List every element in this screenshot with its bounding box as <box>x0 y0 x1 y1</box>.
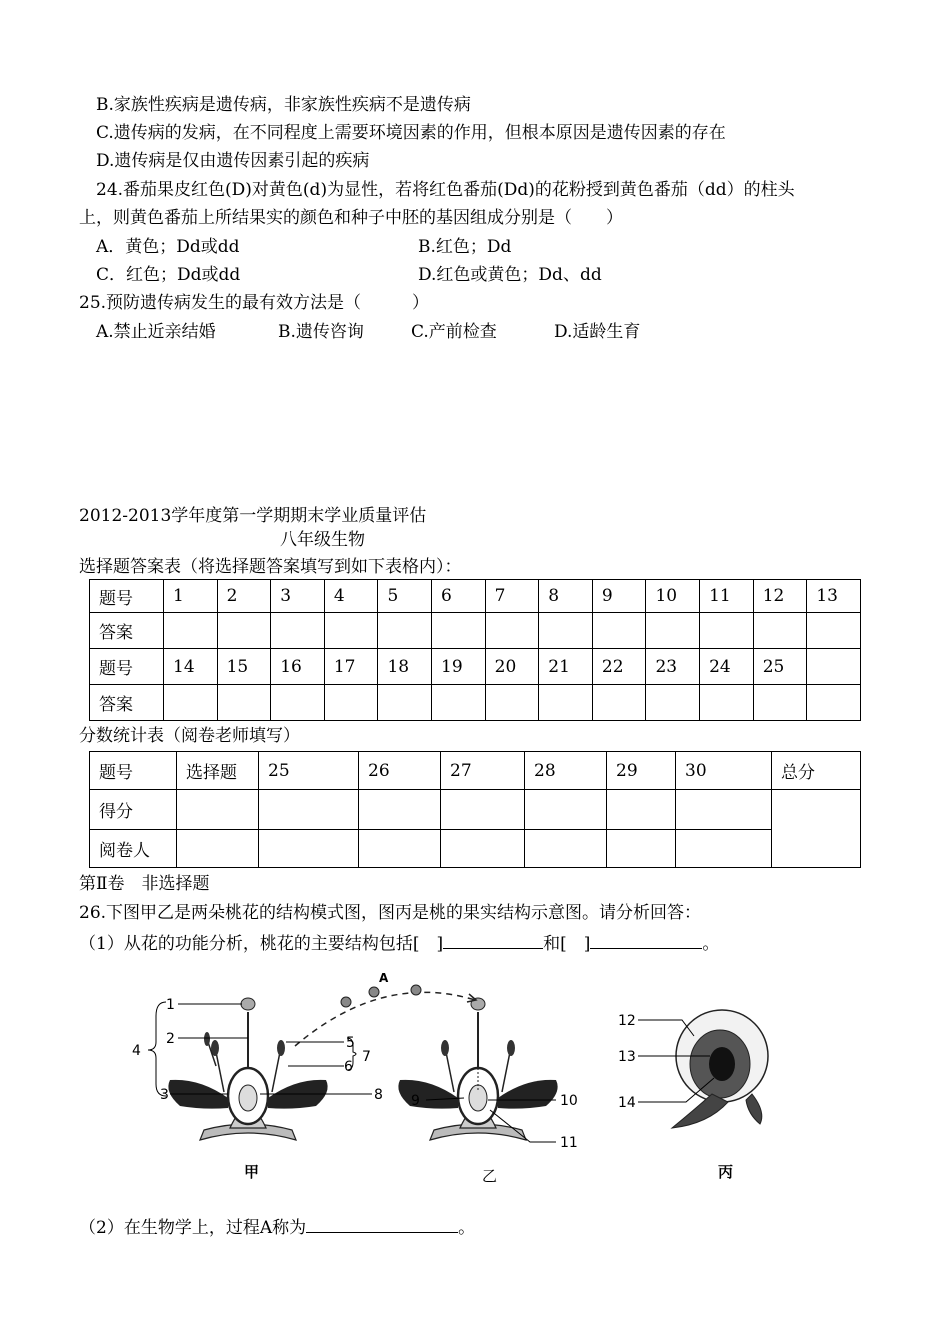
cell-qnum: 18 <box>378 649 432 685</box>
figure-labels <box>132 971 733 1185</box>
option-24prev-c: C.遗传病的发病，在不同程度上需要环境因素的作用，但根本原因是遗传因素的存在 <box>96 123 726 143</box>
score-header: 25 <box>259 752 359 790</box>
cell-qnum: 19 <box>432 649 486 685</box>
cell-qnum: 21 <box>539 649 593 685</box>
answer-cell[interactable] <box>271 613 325 649</box>
option-24prev-b: B.家族性疾病是遗传病，非家族性疾病不是遗传病 <box>96 95 471 115</box>
caption-yi: 乙 <box>482 1167 498 1185</box>
score-header: 28 <box>525 752 607 790</box>
q26-sub2-text-a: （2）在生物学上，过程A称为 <box>79 1218 307 1238</box>
answer-cell[interactable] <box>378 613 432 649</box>
total-score-cell[interactable] <box>772 790 861 868</box>
score-header: 27 <box>441 752 525 790</box>
cell-label-q: 题号 <box>90 649 164 685</box>
flower-jia <box>168 998 327 1140</box>
cell-qnum: 12 <box>753 580 807 613</box>
answer-cell[interactable] <box>164 613 218 649</box>
answer-cell[interactable] <box>485 613 539 649</box>
grader-cell[interactable] <box>359 830 441 868</box>
score-cell[interactable] <box>676 790 772 830</box>
grader-cell[interactable] <box>259 830 359 868</box>
grader-cell[interactable] <box>525 830 607 868</box>
cell-qnum: 3 <box>271 580 325 613</box>
q24-option-a: A．黄色；Dd或dd <box>96 237 240 257</box>
caption-jia: 甲 <box>244 1163 260 1181</box>
score-row-label: 得分 <box>90 790 177 830</box>
grader-cell[interactable] <box>676 830 772 868</box>
cell-qnum: 23 <box>646 649 700 685</box>
figure-label: 4 <box>132 1043 141 1059</box>
part2-title: 第Ⅱ卷 非选择题 <box>79 874 210 894</box>
figure-label: 5 <box>346 1035 355 1051</box>
answer-blank[interactable] <box>306 1216 458 1233</box>
score-cell[interactable] <box>259 790 359 830</box>
cell-qnum: 16 <box>271 649 325 685</box>
q24-stem-line2: 上，则黄色番茄上所结果实的颜色和种子中胚的基因组成分别是（ ） <box>79 208 623 228</box>
score-header: 30 <box>676 752 772 790</box>
answer-cell[interactable] <box>271 685 325 721</box>
peach-fruit <box>672 1010 768 1128</box>
answer-cell[interactable] <box>753 613 807 649</box>
score-header: 29 <box>607 752 676 790</box>
q26-sub1-text-b: 和[ ] <box>543 934 591 954</box>
answer-cell[interactable] <box>217 685 271 721</box>
score-header: 选择题 <box>177 752 259 790</box>
answer-cell[interactable] <box>700 613 754 649</box>
answer-cell[interactable] <box>807 685 861 721</box>
cell-qnum: 10 <box>646 580 700 613</box>
score-row-label: 阅卷人 <box>90 830 177 868</box>
cell-qnum: 17 <box>324 649 378 685</box>
q24-option-d: D.红色或黄色；Dd、dd <box>418 265 602 285</box>
pollination-path <box>295 985 476 1046</box>
option-24prev-d: D.遗传病是仅由遗传因素引起的疾病 <box>96 151 370 171</box>
answer-cell[interactable] <box>646 685 700 721</box>
cell-qnum <box>807 649 861 685</box>
q25-option-b: B.遗传咨询 <box>278 322 364 342</box>
score-header: 26 <box>359 752 441 790</box>
score-table-row <box>90 790 861 830</box>
cell-qnum: 14 <box>164 649 218 685</box>
q26-sub1-text-a: （1）从花的功能分析，桃花的主要结构包括[ ] <box>79 934 444 954</box>
answer-table-caption: 选择题答案表（将选择题答案填写到如下表格内）： <box>79 557 462 577</box>
answer-cell[interactable] <box>592 685 646 721</box>
answer-blank[interactable] <box>590 932 702 949</box>
cell-qnum: 5 <box>378 580 432 613</box>
answer-cell[interactable] <box>324 685 378 721</box>
flower-yi <box>398 998 557 1140</box>
q24-option-c: C．红色；Dd或dd <box>96 265 241 285</box>
figure-label: 8 <box>374 1087 383 1103</box>
score-header: 总分 <box>772 752 861 790</box>
cell-qnum: 13 <box>807 580 861 613</box>
cell-qnum: 2 <box>217 580 271 613</box>
figure-label: 13 <box>618 1049 636 1065</box>
answer-cell[interactable] <box>753 685 807 721</box>
score-cell[interactable] <box>359 790 441 830</box>
score-table-header-row <box>90 752 861 790</box>
cell-qnum: 15 <box>217 649 271 685</box>
cell-qnum: 9 <box>592 580 646 613</box>
cell-label-a: 答案 <box>90 685 164 721</box>
exam-title: 2012-2013学年度第一学期期末学业质量评估 <box>79 506 427 526</box>
answer-cell[interactable] <box>646 613 700 649</box>
cell-qnum: 1 <box>164 580 218 613</box>
answer-cell[interactable] <box>807 613 861 649</box>
answer-table-row <box>90 685 861 721</box>
figure-label: 10 <box>560 1093 578 1109</box>
grader-cell[interactable] <box>441 830 525 868</box>
score-cell[interactable] <box>441 790 525 830</box>
score-table-caption: 分数统计表（阅卷老师填写） <box>79 726 300 746</box>
answer-cell[interactable] <box>432 685 486 721</box>
cell-qnum: 6 <box>432 580 486 613</box>
cell-qnum: 8 <box>539 580 593 613</box>
answer-cell[interactable] <box>592 613 646 649</box>
answer-cell[interactable] <box>217 613 271 649</box>
answer-table-row <box>90 580 861 613</box>
cell-qnum: 20 <box>485 649 539 685</box>
answer-cell[interactable] <box>539 685 593 721</box>
score-table-row <box>90 830 861 868</box>
cell-label-a: 答案 <box>90 613 164 649</box>
q26-sub1-text-c: 。 <box>702 934 720 954</box>
answer-cell[interactable] <box>539 613 593 649</box>
figure-label: 2 <box>166 1031 175 1047</box>
q25-option-d: D.适龄生育 <box>554 322 641 342</box>
answer-cell[interactable] <box>432 613 486 649</box>
figure-label: 12 <box>618 1013 636 1029</box>
answer-table-row <box>90 649 861 685</box>
answer-table-row <box>90 613 861 649</box>
figure-label: 9 <box>411 1093 420 1109</box>
cell-qnum: 11 <box>700 580 754 613</box>
answer-table <box>89 579 861 721</box>
figure-label: 3 <box>160 1087 169 1103</box>
exam-subtitle: 八年级生物 <box>280 530 365 550</box>
answer-cell[interactable] <box>378 685 432 721</box>
peach-flower-figure <box>120 968 800 1198</box>
q24-stem-line1: 24.番茄果皮红色(D)对黄色(d)为显性，若将红色番茄(Dd)的花粉授到黄色番茄（dd）的柱头 <box>96 180 795 200</box>
grader-cell[interactable] <box>607 830 676 868</box>
cell-qnum: 22 <box>592 649 646 685</box>
score-cell[interactable] <box>607 790 676 830</box>
figure-label: 14 <box>618 1095 636 1111</box>
cell-qnum: 24 <box>700 649 754 685</box>
q26-sub1 <box>79 932 719 954</box>
answer-cell[interactable] <box>324 613 378 649</box>
score-cell[interactable] <box>177 790 259 830</box>
answer-cell[interactable] <box>485 685 539 721</box>
q25-stem: 25.预防遗传病发生的最有效方法是（ ） <box>79 293 430 313</box>
caption-bing: 丙 <box>718 1163 734 1181</box>
figure-label: 1 <box>166 997 175 1013</box>
grader-cell[interactable] <box>177 830 259 868</box>
figure-label: 7 <box>362 1049 371 1065</box>
cell-qnum: 4 <box>324 580 378 613</box>
cell-label-q: 题号 <box>90 580 164 613</box>
answer-cell[interactable] <box>164 685 218 721</box>
cell-qnum: 25 <box>753 649 807 685</box>
q25-option-a: A.禁止近亲结婚 <box>96 322 216 342</box>
cell-qnum: 7 <box>485 580 539 613</box>
figure-label: 11 <box>560 1135 578 1151</box>
process-label: A <box>379 971 389 985</box>
score-table <box>89 751 861 868</box>
score-header: 题号 <box>90 752 177 790</box>
q26-sub2-text-b: 。 <box>458 1218 476 1238</box>
answer-blank[interactable] <box>443 932 543 949</box>
figure-label: 6 <box>344 1059 353 1075</box>
q26-sub2 <box>79 1216 475 1238</box>
answer-cell[interactable] <box>700 685 754 721</box>
q26-stem: 26.下图甲乙是两朵桃花的结构模式图，图丙是桃的果实结构示意图。请分析回答： <box>79 903 702 923</box>
score-cell[interactable] <box>525 790 607 830</box>
q24-option-b: B.红色；Dd <box>418 237 512 257</box>
q25-option-c: C.产前检查 <box>411 322 497 342</box>
